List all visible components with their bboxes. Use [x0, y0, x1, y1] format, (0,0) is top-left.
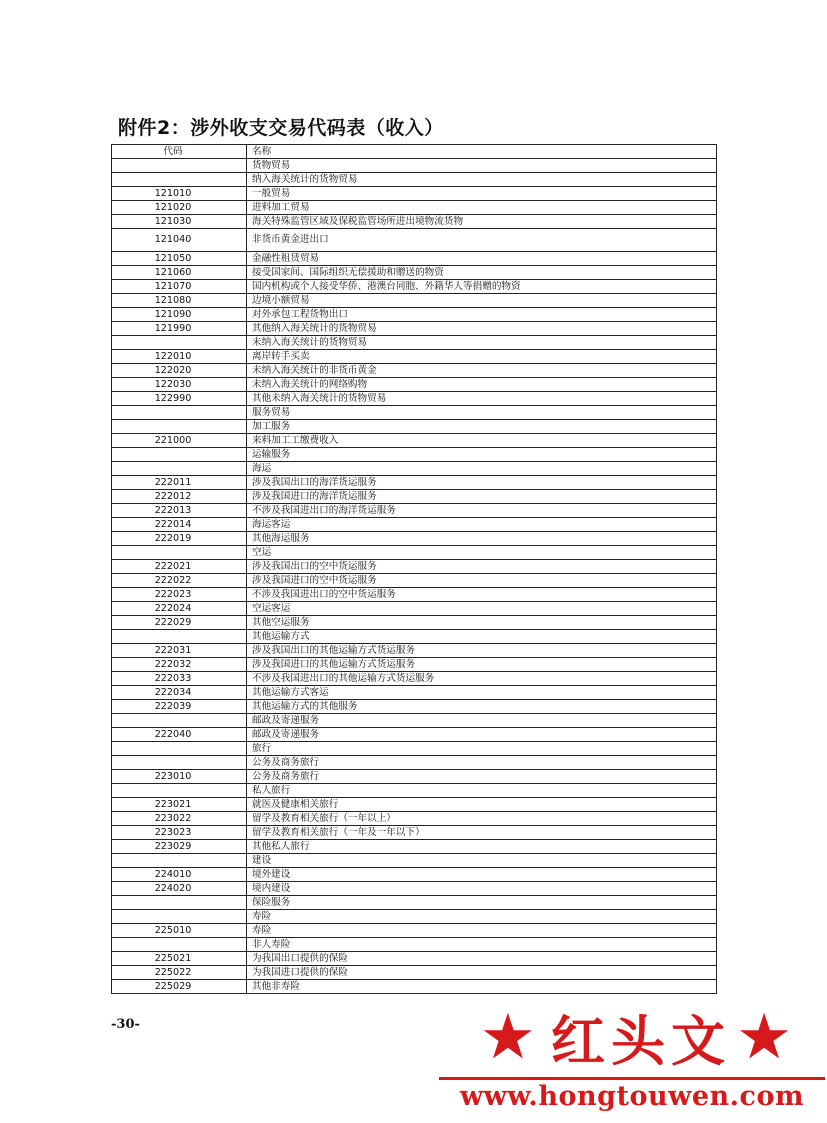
page-number: -30-	[111, 1017, 140, 1032]
star-icon: ★	[482, 1004, 539, 1070]
code-cell	[112, 896, 247, 910]
code-cell	[112, 854, 247, 868]
name-cell: 接受国家间、国际组织无偿援助和赠送的物资	[247, 266, 717, 280]
name-cell: 保险服务	[247, 896, 717, 910]
table-row	[112, 201, 717, 215]
code-cell	[112, 742, 247, 756]
code-cell: 222031	[112, 644, 247, 658]
name-cell: 境外建设	[247, 868, 717, 882]
code-cell: 222024	[112, 602, 247, 616]
name-cell: 寿险	[247, 910, 717, 924]
header-code: 代码	[112, 145, 247, 159]
name-cell: 空运客运	[247, 602, 717, 616]
name-cell: 未纳入海关统计的网络购物	[247, 378, 717, 392]
table-row	[112, 266, 717, 280]
name-cell: 留学及教育相关旅行（一年及一年以下）	[247, 826, 717, 840]
table-row	[112, 392, 717, 406]
table-row	[112, 616, 717, 630]
code-cell: 122030	[112, 378, 247, 392]
name-cell: 不涉及我国进出口的空中货运服务	[247, 588, 717, 602]
code-cell: 223021	[112, 798, 247, 812]
name-cell: 非货币黄金进出口	[247, 229, 717, 252]
table-row	[112, 532, 717, 546]
table-row	[112, 378, 717, 392]
table-row	[112, 756, 717, 770]
table-header-row	[112, 145, 717, 159]
code-cell: 222034	[112, 686, 247, 700]
table-row	[112, 322, 717, 336]
name-cell: 海运客运	[247, 518, 717, 532]
code-cell: 121080	[112, 294, 247, 308]
table-row	[112, 826, 717, 840]
code-cell: 222029	[112, 616, 247, 630]
document-title: 附件2：涉外收支交易代码表（收入）	[118, 117, 444, 139]
watermark-text: 红头文	[551, 1008, 731, 1073]
code-cell: 225029	[112, 980, 247, 994]
code-cell: 224020	[112, 882, 247, 896]
code-cell	[112, 756, 247, 770]
table-row	[112, 770, 717, 784]
code-cell: 222039	[112, 700, 247, 714]
table-row	[112, 658, 717, 672]
table-row	[112, 686, 717, 700]
name-cell: 涉及我国出口的海洋货运服务	[247, 476, 717, 490]
table-row	[112, 518, 717, 532]
table-row	[112, 784, 717, 798]
name-cell: 涉及我国进口的空中货运服务	[247, 574, 717, 588]
table-row	[112, 350, 717, 364]
table-row	[112, 448, 717, 462]
table-row	[112, 490, 717, 504]
name-cell: 寿险	[247, 924, 717, 938]
table-row	[112, 504, 717, 518]
name-cell: 边境小额贸易	[247, 294, 717, 308]
table-row	[112, 574, 717, 588]
name-cell: 海关特殊监管区域及保税监管场所进出境物流货物	[247, 215, 717, 229]
name-cell: 公务及商务旅行	[247, 756, 717, 770]
table-row	[112, 364, 717, 378]
table-row	[112, 308, 717, 322]
name-cell: 货物贸易	[247, 159, 717, 173]
code-cell: 122020	[112, 364, 247, 378]
name-cell: 为我国进口提供的保险	[247, 966, 717, 980]
name-cell: 离岸转手买卖	[247, 350, 717, 364]
name-cell: 服务贸易	[247, 406, 717, 420]
code-cell	[112, 448, 247, 462]
table-row	[112, 966, 717, 980]
table-row	[112, 462, 717, 476]
table-row	[112, 336, 717, 350]
name-cell: 私人旅行	[247, 784, 717, 798]
code-cell: 221000	[112, 434, 247, 448]
table-row	[112, 215, 717, 229]
code-cell	[112, 630, 247, 644]
name-cell: 海运	[247, 462, 717, 476]
code-cell: 223029	[112, 840, 247, 854]
name-cell: 涉及我国进口的其他运输方式货运服务	[247, 658, 717, 672]
table-row	[112, 714, 717, 728]
code-cell: 122990	[112, 392, 247, 406]
code-cell	[112, 159, 247, 173]
name-cell: 未纳入海关统计的货物贸易	[247, 336, 717, 350]
table-row	[112, 588, 717, 602]
table-row	[112, 630, 717, 644]
code-cell	[112, 910, 247, 924]
code-cell	[112, 406, 247, 420]
name-cell: 不涉及我国进出口的海洋货运服务	[247, 504, 717, 518]
name-cell: 空运	[247, 546, 717, 560]
name-cell: 其他未纳入海关统计的货物贸易	[247, 392, 717, 406]
table-row	[112, 812, 717, 826]
name-cell: 就医及健康相关旅行	[247, 798, 717, 812]
code-cell: 222011	[112, 476, 247, 490]
name-cell: 不涉及我国进出口的其他运输方式货运服务	[247, 672, 717, 686]
table-row	[112, 952, 717, 966]
code-cell: 121010	[112, 187, 247, 201]
header-name: 名称	[247, 145, 717, 159]
name-cell: 其他运输方式的其他服务	[247, 700, 717, 714]
table-row	[112, 546, 717, 560]
code-cell: 121990	[112, 322, 247, 336]
code-cell: 222033	[112, 672, 247, 686]
name-cell: 留学及教育相关旅行（一年以上）	[247, 812, 717, 826]
table-row	[112, 742, 717, 756]
table-row	[112, 896, 717, 910]
table-row	[112, 420, 717, 434]
name-cell: 邮政及寄递服务	[247, 714, 717, 728]
code-cell	[112, 420, 247, 434]
watermark-url: www.hongtouwen.com	[459, 1081, 805, 1112]
code-cell	[112, 714, 247, 728]
name-cell: 未纳入海关统计的非货币黄金	[247, 364, 717, 378]
table-row	[112, 938, 717, 952]
table-row	[112, 406, 717, 420]
watermark-title	[451, 1003, 827, 1071]
name-cell: 旅行	[247, 742, 717, 756]
table-row	[112, 560, 717, 574]
table-row	[112, 159, 717, 173]
code-cell	[112, 784, 247, 798]
code-cell: 223023	[112, 826, 247, 840]
table-row	[112, 280, 717, 294]
code-cell: 121050	[112, 252, 247, 266]
table-row	[112, 840, 717, 854]
transaction-code-table	[111, 144, 717, 994]
code-cell	[112, 546, 247, 560]
name-cell: 对外承包工程货物出口	[247, 308, 717, 322]
code-cell: 222014	[112, 518, 247, 532]
code-cell: 222023	[112, 588, 247, 602]
name-cell: 其他纳入海关统计的货物贸易	[247, 322, 717, 336]
code-cell: 225010	[112, 924, 247, 938]
code-cell: 121030	[112, 215, 247, 229]
table-row	[112, 728, 717, 742]
code-cell: 224010	[112, 868, 247, 882]
code-cell: 222021	[112, 560, 247, 574]
name-cell: 纳入海关统计的货物贸易	[247, 173, 717, 187]
code-cell: 223010	[112, 770, 247, 784]
code-cell: 222013	[112, 504, 247, 518]
code-cell: 121020	[112, 201, 247, 215]
code-cell: 222022	[112, 574, 247, 588]
code-cell: 122010	[112, 350, 247, 364]
code-cell: 121040	[112, 229, 247, 252]
name-cell: 其他空运服务	[247, 616, 717, 630]
code-cell	[112, 173, 247, 187]
watermark-divider	[439, 1077, 825, 1080]
table-row	[112, 868, 717, 882]
code-cell: 223022	[112, 812, 247, 826]
name-cell: 为我国出口提供的保险	[247, 952, 717, 966]
name-cell: 国内机构或个人接受华侨、港澳台同胞、外籍华人等捐赠的物资	[247, 280, 717, 294]
table-row	[112, 294, 717, 308]
name-cell: 涉及我国出口的空中货运服务	[247, 560, 717, 574]
name-cell: 进料加工贸易	[247, 201, 717, 215]
name-cell: 涉及我国出口的其他运输方式货运服务	[247, 644, 717, 658]
code-cell: 121060	[112, 266, 247, 280]
name-cell: 其他运输方式	[247, 630, 717, 644]
code-cell: 222040	[112, 728, 247, 742]
name-cell: 公务及商务旅行	[247, 770, 717, 784]
code-cell: 225021	[112, 952, 247, 966]
table-row	[112, 252, 717, 266]
name-cell: 其他非寿险	[247, 980, 717, 994]
watermark-logo	[437, 1003, 827, 1123]
table-row	[112, 924, 717, 938]
code-cell: 225022	[112, 966, 247, 980]
name-cell: 非人寿险	[247, 938, 717, 952]
table-row	[112, 672, 717, 686]
table-row	[112, 602, 717, 616]
name-cell: 加工服务	[247, 420, 717, 434]
name-cell: 邮政及寄递服务	[247, 728, 717, 742]
table-row	[112, 910, 717, 924]
code-cell: 222019	[112, 532, 247, 546]
code-cell: 121090	[112, 308, 247, 322]
name-cell: 其他海运服务	[247, 532, 717, 546]
table-row	[112, 434, 717, 448]
code-cell: 222012	[112, 490, 247, 504]
table-row	[112, 700, 717, 714]
name-cell: 其他私人旅行	[247, 840, 717, 854]
table-row	[112, 173, 717, 187]
table-row	[112, 476, 717, 490]
name-cell: 涉及我国进口的海洋货运服务	[247, 490, 717, 504]
table-row	[112, 798, 717, 812]
code-cell	[112, 336, 247, 350]
code-cell: 222032	[112, 658, 247, 672]
code-cell: 121070	[112, 280, 247, 294]
table-row	[112, 187, 717, 201]
name-cell: 境内建设	[247, 882, 717, 896]
table-row	[112, 644, 717, 658]
name-cell: 一般贸易	[247, 187, 717, 201]
name-cell: 运输服务	[247, 448, 717, 462]
code-cell	[112, 462, 247, 476]
table-row	[112, 229, 717, 252]
code-cell	[112, 938, 247, 952]
star-icon: ★	[739, 1004, 796, 1070]
table-row	[112, 980, 717, 994]
name-cell: 金融性租赁贸易	[247, 252, 717, 266]
table-row	[112, 854, 717, 868]
table-row	[112, 882, 717, 896]
name-cell: 建设	[247, 854, 717, 868]
name-cell: 来料加工工缴费收入	[247, 434, 717, 448]
name-cell: 其他运输方式客运	[247, 686, 717, 700]
